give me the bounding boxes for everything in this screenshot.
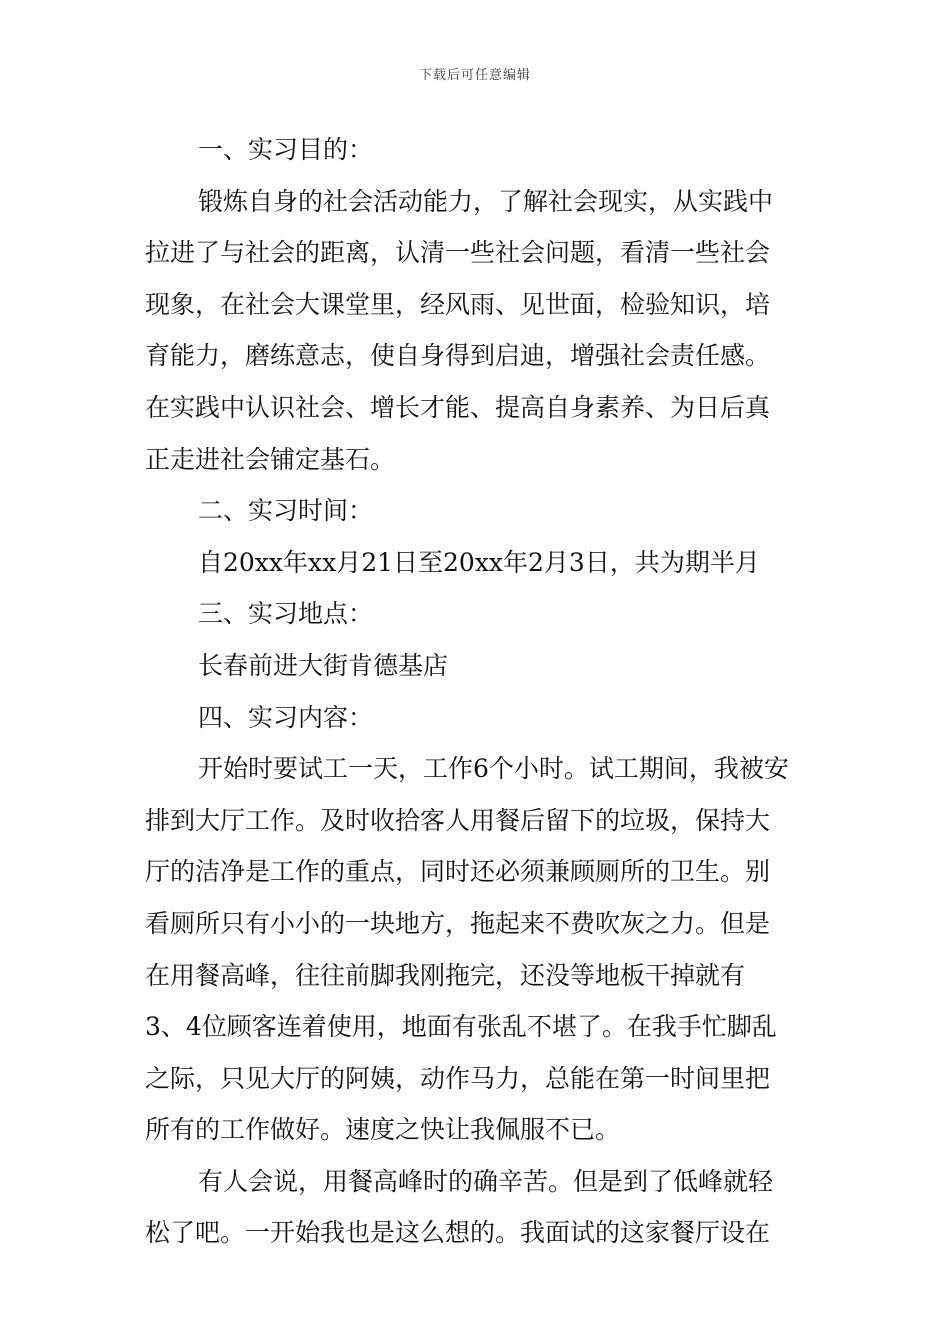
paragraph-line: 排到大厅工作。及时收拾客人用餐后留下的垃圾，保持大 [145, 805, 771, 835]
paragraph-line: 厅的洁净是工作的重点，同时还必须兼顾厕所的卫生。别 [145, 857, 771, 887]
paragraph-line: 所有的工作做好。速度之快让我佩服不已。 [145, 1115, 621, 1145]
paragraph-line: 在用餐高峰，往往前脚我刚拖完，还没等地板干掉就有 [145, 960, 746, 990]
paragraph-line: 自20xx年xx月21日至20xx年2月3日，共为期半月 [198, 547, 760, 577]
paragraph-line: 在实践中认识社会、增长才能、提高自身素养、为日后真 [145, 392, 771, 422]
section-heading-purpose: 一、实习目的： [198, 135, 374, 164]
paragraph-line: 现象，在社会大课堂里，经风雨、见世面，检验知识，培 [145, 289, 771, 319]
paragraph-line: 之际，只见大厅的阿姨，动作马力，总能在第一时间里把 [145, 1063, 771, 1093]
paragraph-line: 有人会说，用餐高峰时的确辛苦。但是到了低峰就轻 [198, 1166, 774, 1196]
paragraph-line: 育能力，磨练意志，使自身得到启迪，增强社会责任感。 [145, 341, 771, 371]
paragraph-line: 开始时要试工一天，工作6个小时。试工期间，我被安 [198, 754, 789, 784]
section-heading-content: 四、实习内容： [198, 702, 374, 732]
document-body [145, 124, 810, 1259]
paragraph-line: 锻炼自身的社会活动能力，了解社会现实，从实践中 [198, 186, 774, 216]
section-heading-time: 二、实习时间： [198, 496, 374, 526]
paragraph-line: 长春前进大街肯德基店 [198, 650, 449, 680]
page-header: 下载后可任意编辑 [418, 68, 531, 83]
paragraph-line: 松了吧。一开始我也是这么想的。我面试的这家餐厅设在 [145, 1218, 771, 1248]
section-heading-location: 三、实习地点： [198, 599, 374, 629]
paragraph-line: 3、4位顾客连着使用，地面有张乱不堪了。在我手忙脚乱 [145, 1012, 777, 1042]
paragraph-line: 看厕所只有小小的一块地方，拖起来不费吹灰之力。但是 [145, 908, 771, 938]
paragraph-line: 正走进社会铺定基石。 [145, 444, 396, 474]
paragraph-line: 拉进了与社会的距离，认清一些社会问题，看清一些社会 [145, 238, 771, 268]
